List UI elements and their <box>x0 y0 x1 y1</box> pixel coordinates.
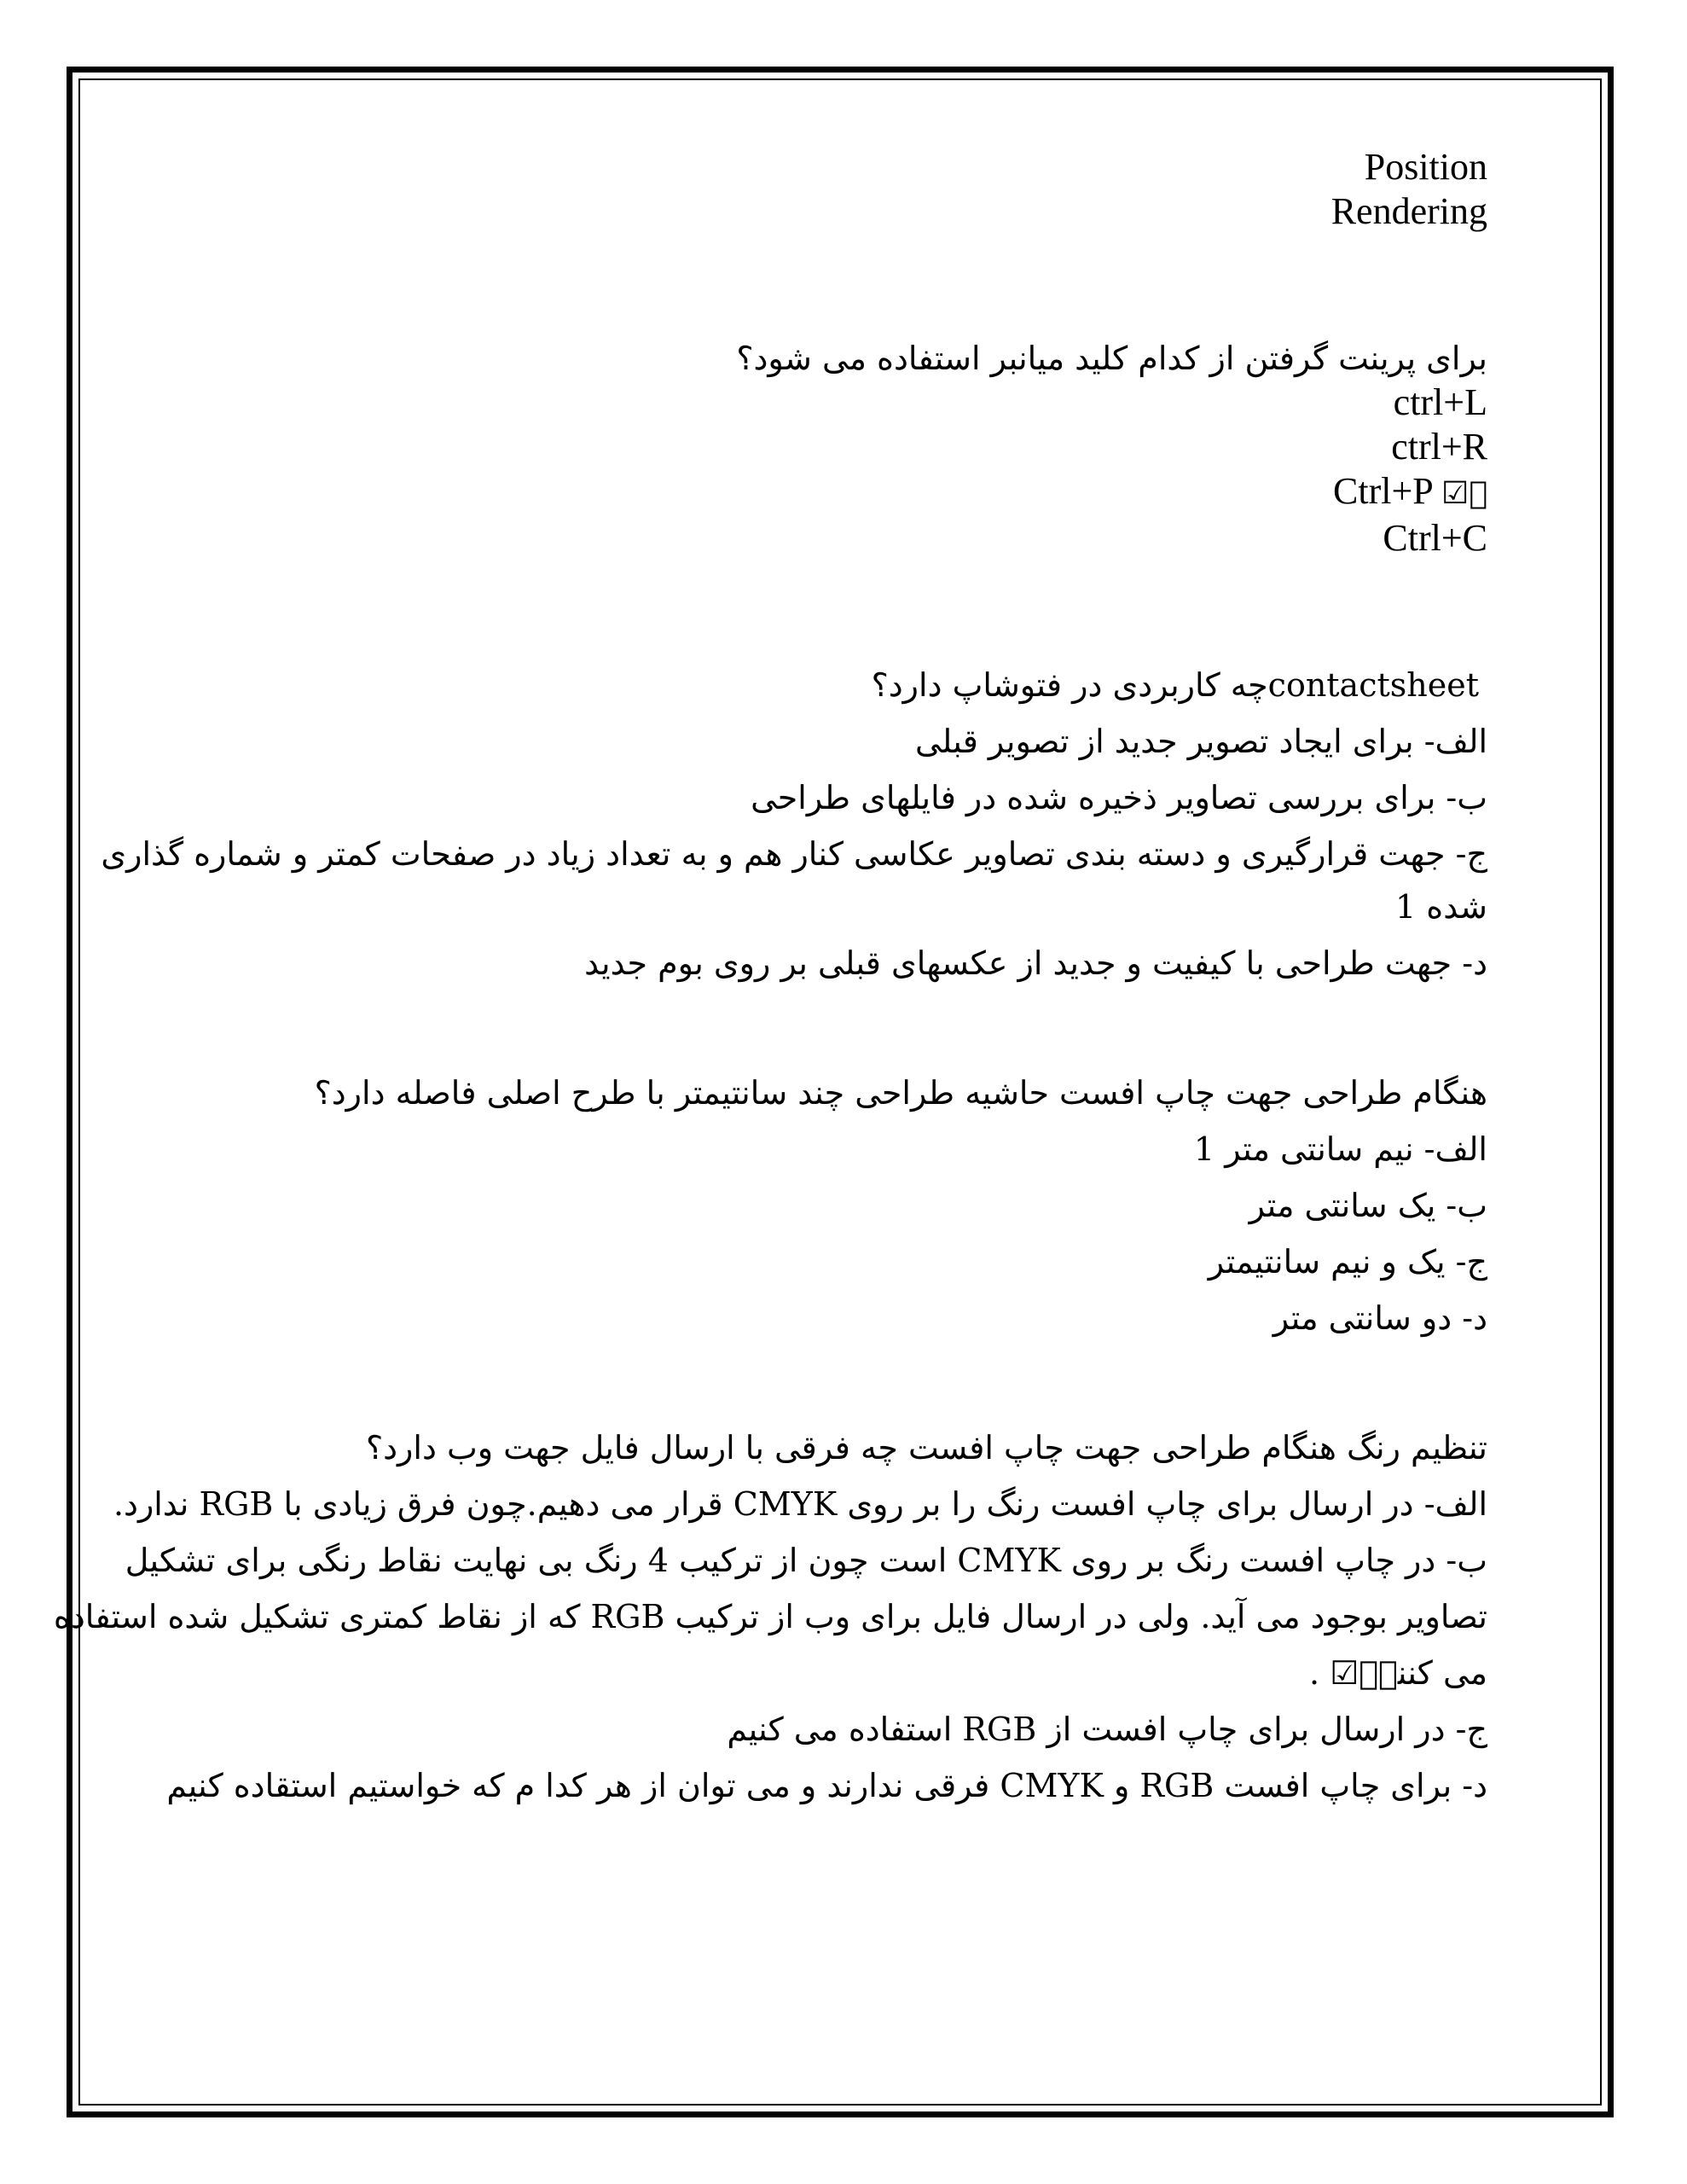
question-3-text: هنگام طراحی جهت چاپ افست حاشیه طراحی چند سانتیمتر با طرح اصلی فاصله دارد؟ <box>314 1074 1487 1112</box>
q1-option-3: Ctrl+P <box>1333 470 1433 512</box>
question-1-text: برای پرینت گرفتن از کدام کلید میانبر استفاده می شود؟ <box>736 340 1487 377</box>
q1-option-2: ctrl+R <box>1391 426 1487 468</box>
q4-option-a: الف- در ارسال برای چاپ افست رنگ را بر روی CMYK قرار می دهیم.چون فرق زیادی با RGB ندارد. <box>113 1485 1487 1523</box>
question-2 <box>101 663 1487 985</box>
question-1 <box>213 336 1487 561</box>
q2-option-c-continued: شده 1 <box>1395 888 1487 926</box>
q4-option-b-continued-1: تصاویر بوجود می آید. ولی در ارسال فایل برای وب از ترکیب RGB که از نقاط کمتری تشکیل شده استفاده <box>53 1598 1487 1635</box>
q3-option-b: ب- یک سانتی متر <box>1249 1187 1487 1224</box>
question-4-text: تنظیم رنگ هنگام طراحی جهت چاپ افست چه فرقی با ارسال فایل جهت وب دارد؟ <box>365 1429 1487 1467</box>
q2-option-b: ب- برای بررسی تصاویر ذخیره شده در فایلهای طراحی <box>751 779 1487 816</box>
q4-option-c: ج- در ارسال برای چاپ افست از RGB استفاده می کنیم <box>727 1711 1487 1748</box>
question-2-text: contactsheetچه کاربردی در فتوشاپ دارد؟ <box>871 666 1479 704</box>
q2-option-d: د- جهت طراحی با کیفیت و جدید از عکسهای قبلی بر روی بوم جدید <box>584 944 1487 982</box>
q1-option-3-row <box>213 469 1487 516</box>
q3-option-d: د- دو سانتی متر <box>1272 1299 1487 1337</box>
q4-option-b-continued-2: می کنند⃞☑ . <box>1309 1654 1487 1692</box>
q4-option-b: ب- در چاپ افست رنگ بر روی CMYK است چون از ترکیب 4 رنگ بی نهایت نقاط رنگی برای تشکیل <box>125 1542 1487 1579</box>
header-line-2: Rendering <box>1330 190 1487 232</box>
q3-option-a: الف- نیم سانتی متر 1 <box>1193 1130 1487 1168</box>
q1-option-1: ctrl+L <box>1393 381 1487 423</box>
document-body <box>53 128 1487 1808</box>
q1-option-4: Ctrl+C <box>1383 517 1487 559</box>
q2-option-a: الف- برای ایجاد تصویر جدید از تصویر قبلی <box>914 723 1487 760</box>
q2-option-c: ج- جهت قرارگیری و دسته بندی تصاویر عکاسی کنار هم و به تعداد زیاد در صفحات کمتر و شماره گذاری <box>101 835 1487 873</box>
checkbox-checked-icon: ☑⃞ <box>1441 476 1487 511</box>
header-line-1: Position <box>1364 146 1487 188</box>
question-3 <box>213 1071 1487 1340</box>
question-4 <box>53 1426 1487 1808</box>
q4-option-d: د- برای چاپ افست RGB و CMYK فرقی ندارند و می توان از هر کدا م که خواستیم استقاده کنیم <box>166 1767 1487 1804</box>
q3-option-c: ج- یک و نیم سانتیمتر <box>1208 1243 1487 1281</box>
